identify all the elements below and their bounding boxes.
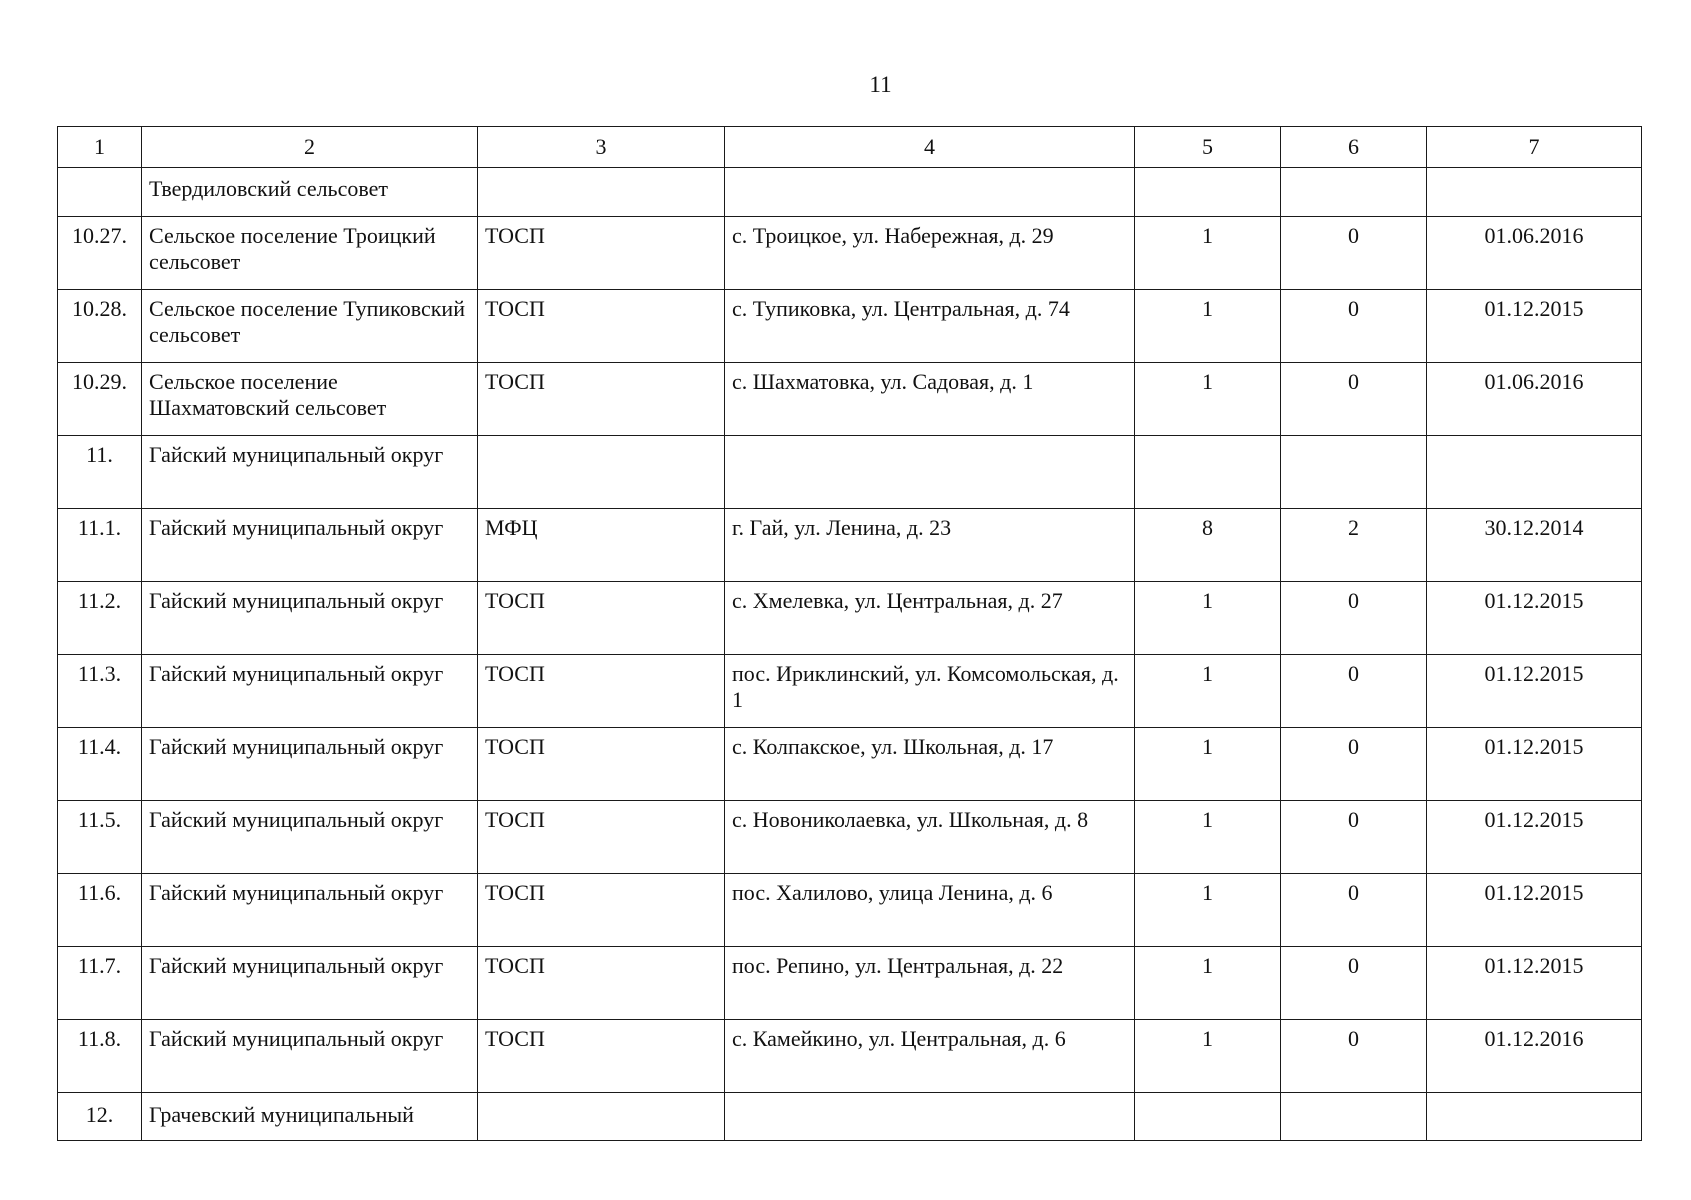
tosp-windows-cell: 2 [1281,509,1427,582]
municipality-cell: Гайский муниципальный округ [142,436,478,509]
windows-cell [1135,168,1281,217]
table-row [58,1020,1642,1093]
office-type-cell: ТОСП [478,1020,725,1093]
date-cell: 01.12.2015 [1427,874,1642,947]
table-row [58,217,1642,290]
windows-cell: 1 [1135,874,1281,947]
address-cell [725,1093,1135,1141]
windows-cell [1135,436,1281,509]
table-row [58,874,1642,947]
address-cell: с. Колпакское, ул. Школьная, д. 17 [725,728,1135,801]
windows-cell: 1 [1135,1020,1281,1093]
address-cell: с. Хмелевка, ул. Центральная, д. 27 [725,582,1135,655]
table-row [58,1093,1642,1141]
office-type-cell: ТОСП [478,947,725,1020]
column-header: 2 [142,127,478,168]
date-cell: 01.12.2015 [1427,655,1642,728]
municipality-cell: Сельское поселение Тупиковский сельсовет [142,290,478,363]
tosp-windows-cell: 0 [1281,655,1427,728]
row-number-cell: 10.28. [58,290,142,363]
row-number-cell: 11.7. [58,947,142,1020]
office-type-cell: ТОСП [478,801,725,874]
date-cell: 01.12.2015 [1427,947,1642,1020]
windows-cell: 1 [1135,947,1281,1020]
office-type-cell: ТОСП [478,290,725,363]
municipality-cell: Сельское поселение Шахматовский сельсовет [142,363,478,436]
row-number-cell: 10.27. [58,217,142,290]
tosp-windows-cell: 0 [1281,947,1427,1020]
row-number-cell: 11.6. [58,874,142,947]
row-number-cell: 12. [58,1093,142,1141]
column-header: 4 [725,127,1135,168]
date-cell: 01.06.2016 [1427,363,1642,436]
table-row [58,582,1642,655]
windows-cell: 1 [1135,728,1281,801]
municipality-cell: Гайский муниципальный округ [142,728,478,801]
date-cell: 01.12.2016 [1427,1020,1642,1093]
table-row [58,290,1642,363]
municipality-cell: Гайский муниципальный округ [142,509,478,582]
date-cell: 01.06.2016 [1427,217,1642,290]
address-cell [725,436,1135,509]
municipality-cell: Грачевский муниципальный [142,1093,478,1141]
tosp-windows-cell: 0 [1281,217,1427,290]
tosp-windows-cell: 0 [1281,801,1427,874]
table-row [58,436,1642,509]
table-row [58,655,1642,728]
windows-cell: 1 [1135,217,1281,290]
table-row [58,801,1642,874]
office-type-cell: ТОСП [478,363,725,436]
address-cell: с. Шахматовка, ул. Садовая, д. 1 [725,363,1135,436]
date-cell: 01.12.2015 [1427,728,1642,801]
date-cell: 01.12.2015 [1427,290,1642,363]
tosp-windows-cell: 0 [1281,363,1427,436]
municipality-cell: Гайский муниципальный округ [142,947,478,1020]
windows-cell: 1 [1135,801,1281,874]
table-row [58,363,1642,436]
table-row [58,728,1642,801]
office-type-cell: ТОСП [478,217,725,290]
municipality-cell: Твердиловский сельсовет [142,168,478,217]
windows-cell: 8 [1135,509,1281,582]
row-number-cell: 10.29. [58,363,142,436]
municipality-cell: Гайский муниципальный округ [142,582,478,655]
municipality-cell: Сельское поселение Троицкий сельсовет [142,217,478,290]
row-number-cell: 11.2. [58,582,142,655]
row-number-cell: 11.5. [58,801,142,874]
column-header: 1 [58,127,142,168]
tosp-windows-cell: 0 [1281,290,1427,363]
row-number-cell: 11.3. [58,655,142,728]
column-header: 5 [1135,127,1281,168]
office-type-cell [478,168,725,217]
row-number-cell: 11.4. [58,728,142,801]
address-cell: пос. Ириклинский, ул. Комсомольская, д. 1 [725,655,1135,728]
column-header: 7 [1427,127,1642,168]
municipality-cell: Гайский муниципальный округ [142,1020,478,1093]
tosp-windows-cell: 0 [1281,582,1427,655]
column-header: 3 [478,127,725,168]
municipality-cell: Гайский муниципальный округ [142,801,478,874]
table-row [58,947,1642,1020]
address-cell: с. Тупиковка, ул. Центральная, д. 74 [725,290,1135,363]
header-row [58,127,1642,168]
windows-cell: 1 [1135,582,1281,655]
tosp-windows-cell [1281,168,1427,217]
office-type-cell: ТОСП [478,874,725,947]
column-header: 6 [1281,127,1427,168]
tosp-windows-cell [1281,436,1427,509]
office-type-cell: ТОСП [478,582,725,655]
table-row [58,168,1642,217]
date-cell: 01.12.2015 [1427,582,1642,655]
municipality-cell: Гайский муниципальный округ [142,655,478,728]
tosp-windows-cell [1281,1093,1427,1141]
tosp-windows-cell: 0 [1281,728,1427,801]
address-cell: г. Гай, ул. Ленина, д. 23 [725,509,1135,582]
windows-cell: 1 [1135,655,1281,728]
tosp-windows-cell: 0 [1281,874,1427,947]
registry-table [57,126,1642,1141]
date-cell [1427,436,1642,509]
office-type-cell [478,436,725,509]
address-cell: с. Камейкино, ул. Центральная, д. 6 [725,1020,1135,1093]
row-number-cell: 11.1. [58,509,142,582]
office-type-cell [478,1093,725,1141]
date-cell [1427,1093,1642,1141]
row-number-cell [58,168,142,217]
office-type-cell: ТОСП [478,655,725,728]
windows-cell: 1 [1135,290,1281,363]
row-number-cell: 11. [58,436,142,509]
date-cell: 30.12.2014 [1427,509,1642,582]
address-cell: пос. Халилово, улица Ленина, д. 6 [725,874,1135,947]
table-row [58,509,1642,582]
date-cell: 01.12.2015 [1427,801,1642,874]
date-cell [1427,168,1642,217]
address-cell: с. Троицкое, ул. Набережная, д. 29 [725,217,1135,290]
windows-cell: 1 [1135,363,1281,436]
windows-cell [1135,1093,1281,1141]
address-cell: пос. Репино, ул. Центральная, д. 22 [725,947,1135,1020]
office-type-cell: МФЦ [478,509,725,582]
row-number-cell: 11.8. [58,1020,142,1093]
address-cell: с. Новониколаевка, ул. Школьная, д. 8 [725,801,1135,874]
page-number: 11 [869,72,892,97]
office-type-cell: ТОСП [478,728,725,801]
municipality-cell: Гайский муниципальный округ [142,874,478,947]
address-cell [725,168,1135,217]
tosp-windows-cell: 0 [1281,1020,1427,1093]
